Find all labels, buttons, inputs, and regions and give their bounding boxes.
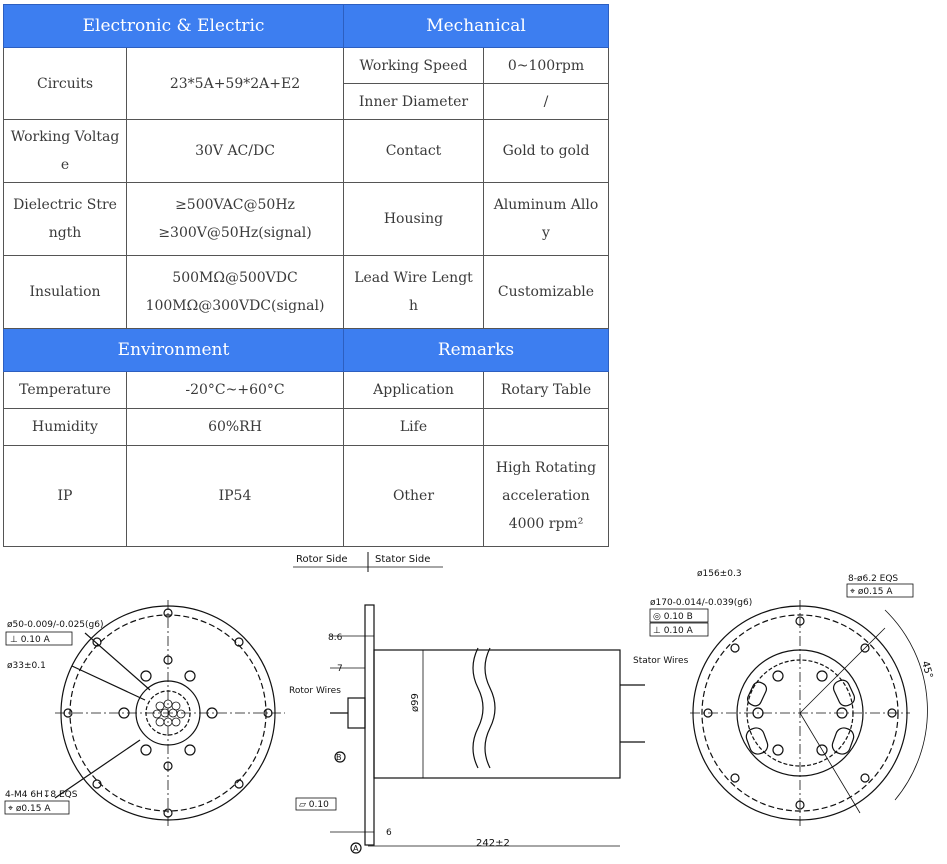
circuits-value: 23*5A+59*2A+E2 [127,48,344,120]
insulation-value-line-1: 500MΩ@500VDC [172,270,298,286]
inner-diameter-value: / [484,84,609,120]
humidity-label: Humidity [4,409,127,446]
other-value-line-1: High Rotating acceleration [495,460,597,504]
other-label: Other [344,446,484,547]
rotor-wire-bundle [153,700,185,726]
working-speed-label: Working Speed [344,48,484,84]
stator-side-label: Stator Side [375,554,431,565]
dim-33-label: ø33±0.1 [7,661,46,671]
circuits-label: Circuits [4,48,127,120]
dim-6-label: 6 [386,828,392,838]
rotor-wires-label: Rotor Wires [289,686,341,696]
temperature-label: Temperature [4,372,127,409]
rotor-flange-view [55,600,285,826]
life-label: Life [344,409,484,446]
header-remarks: Remarks [344,329,609,372]
dim-99-label: ø99 [410,693,421,712]
dielectric-label: Dielectric Strength [4,183,127,256]
dielectric-value-line-1: ≥500VAC@50Hz [175,197,295,213]
stator-flange-view [690,600,927,826]
tol-pos-a-label: ⌖ ø0.15 A [8,804,51,814]
tol-perp-a2-label: ⊥ 0.10 A [653,626,693,636]
header-environment: Environment [4,329,344,372]
dim-170-label: ø170-0.014/-0.039(g6) [650,598,753,608]
tol-circ-b-label: ◎ 0.10 B [653,612,693,622]
insulation-value-line-2: 100MΩ@300VDC(signal) [145,298,325,314]
dim-8-62-label: 8-ø6.2 EQS [848,574,899,584]
tol-flat-label: ▱ 0.10 [299,800,329,810]
datum-a-label: A [353,844,359,853]
application-label: Application [344,372,484,409]
datum-b-label: B [336,753,342,762]
housing-label: Housing [344,183,484,256]
tol-pos-a2-label: ⌖ ø0.15 A [850,587,893,597]
dim-156-label: ø156±0.3 [697,569,742,579]
life-value [484,409,609,446]
lead-wire-label: Lead Wire Length [344,256,484,329]
humidity-value: 60%RH [127,409,344,446]
ip-label: IP [4,446,127,547]
angle-45-label: 45° [919,659,935,680]
header-electronic: Electronic & Electric [4,5,344,48]
header-mechanical: Mechanical [344,5,609,48]
other-value [484,446,609,547]
rotor-side-label: Rotor Side [296,554,348,565]
contact-value: Gold to gold [484,120,609,183]
application-value: Rotary Table [484,372,609,409]
dim-m4-label: 4-M4 6H↧8 EQS [5,790,78,800]
spec-table [3,4,609,547]
dim-8-6-label: 8.6 [328,633,343,643]
housing-value: Aluminum Alloy [484,183,609,256]
technical-drawing [0,546,947,864]
dielectric-value-line-2: ≥300V@50Hz(signal) [158,225,312,241]
inner-diameter-label: Inner Diameter [344,84,484,120]
dielectric-value [127,183,344,256]
temperature-value: -20°C~+60°C [127,372,344,409]
other-value-line-2: 4000 rpm² [508,516,584,532]
dim-7-label: 7 [337,664,343,674]
insulation-label: Insulation [4,256,127,329]
working-voltage-value: 30V AC/DC [127,120,344,183]
dim-50-label: ø50-0.009/-0.025(g6) [7,620,104,630]
ip-value: IP54 [127,446,344,547]
working-voltage-label: Working Voltage [4,120,127,183]
insulation-value [127,256,344,329]
side-elevation-view [293,552,645,853]
contact-label: Contact [344,120,484,183]
stator-wires-label: Stator Wires [633,656,689,666]
tol-perp-a-label: ⊥ 0.10 A [10,635,50,645]
lead-wire-value: Customizable [484,256,609,329]
dim-242-label: 242±2 [476,838,510,849]
working-speed-value: 0~100rpm [484,48,609,84]
